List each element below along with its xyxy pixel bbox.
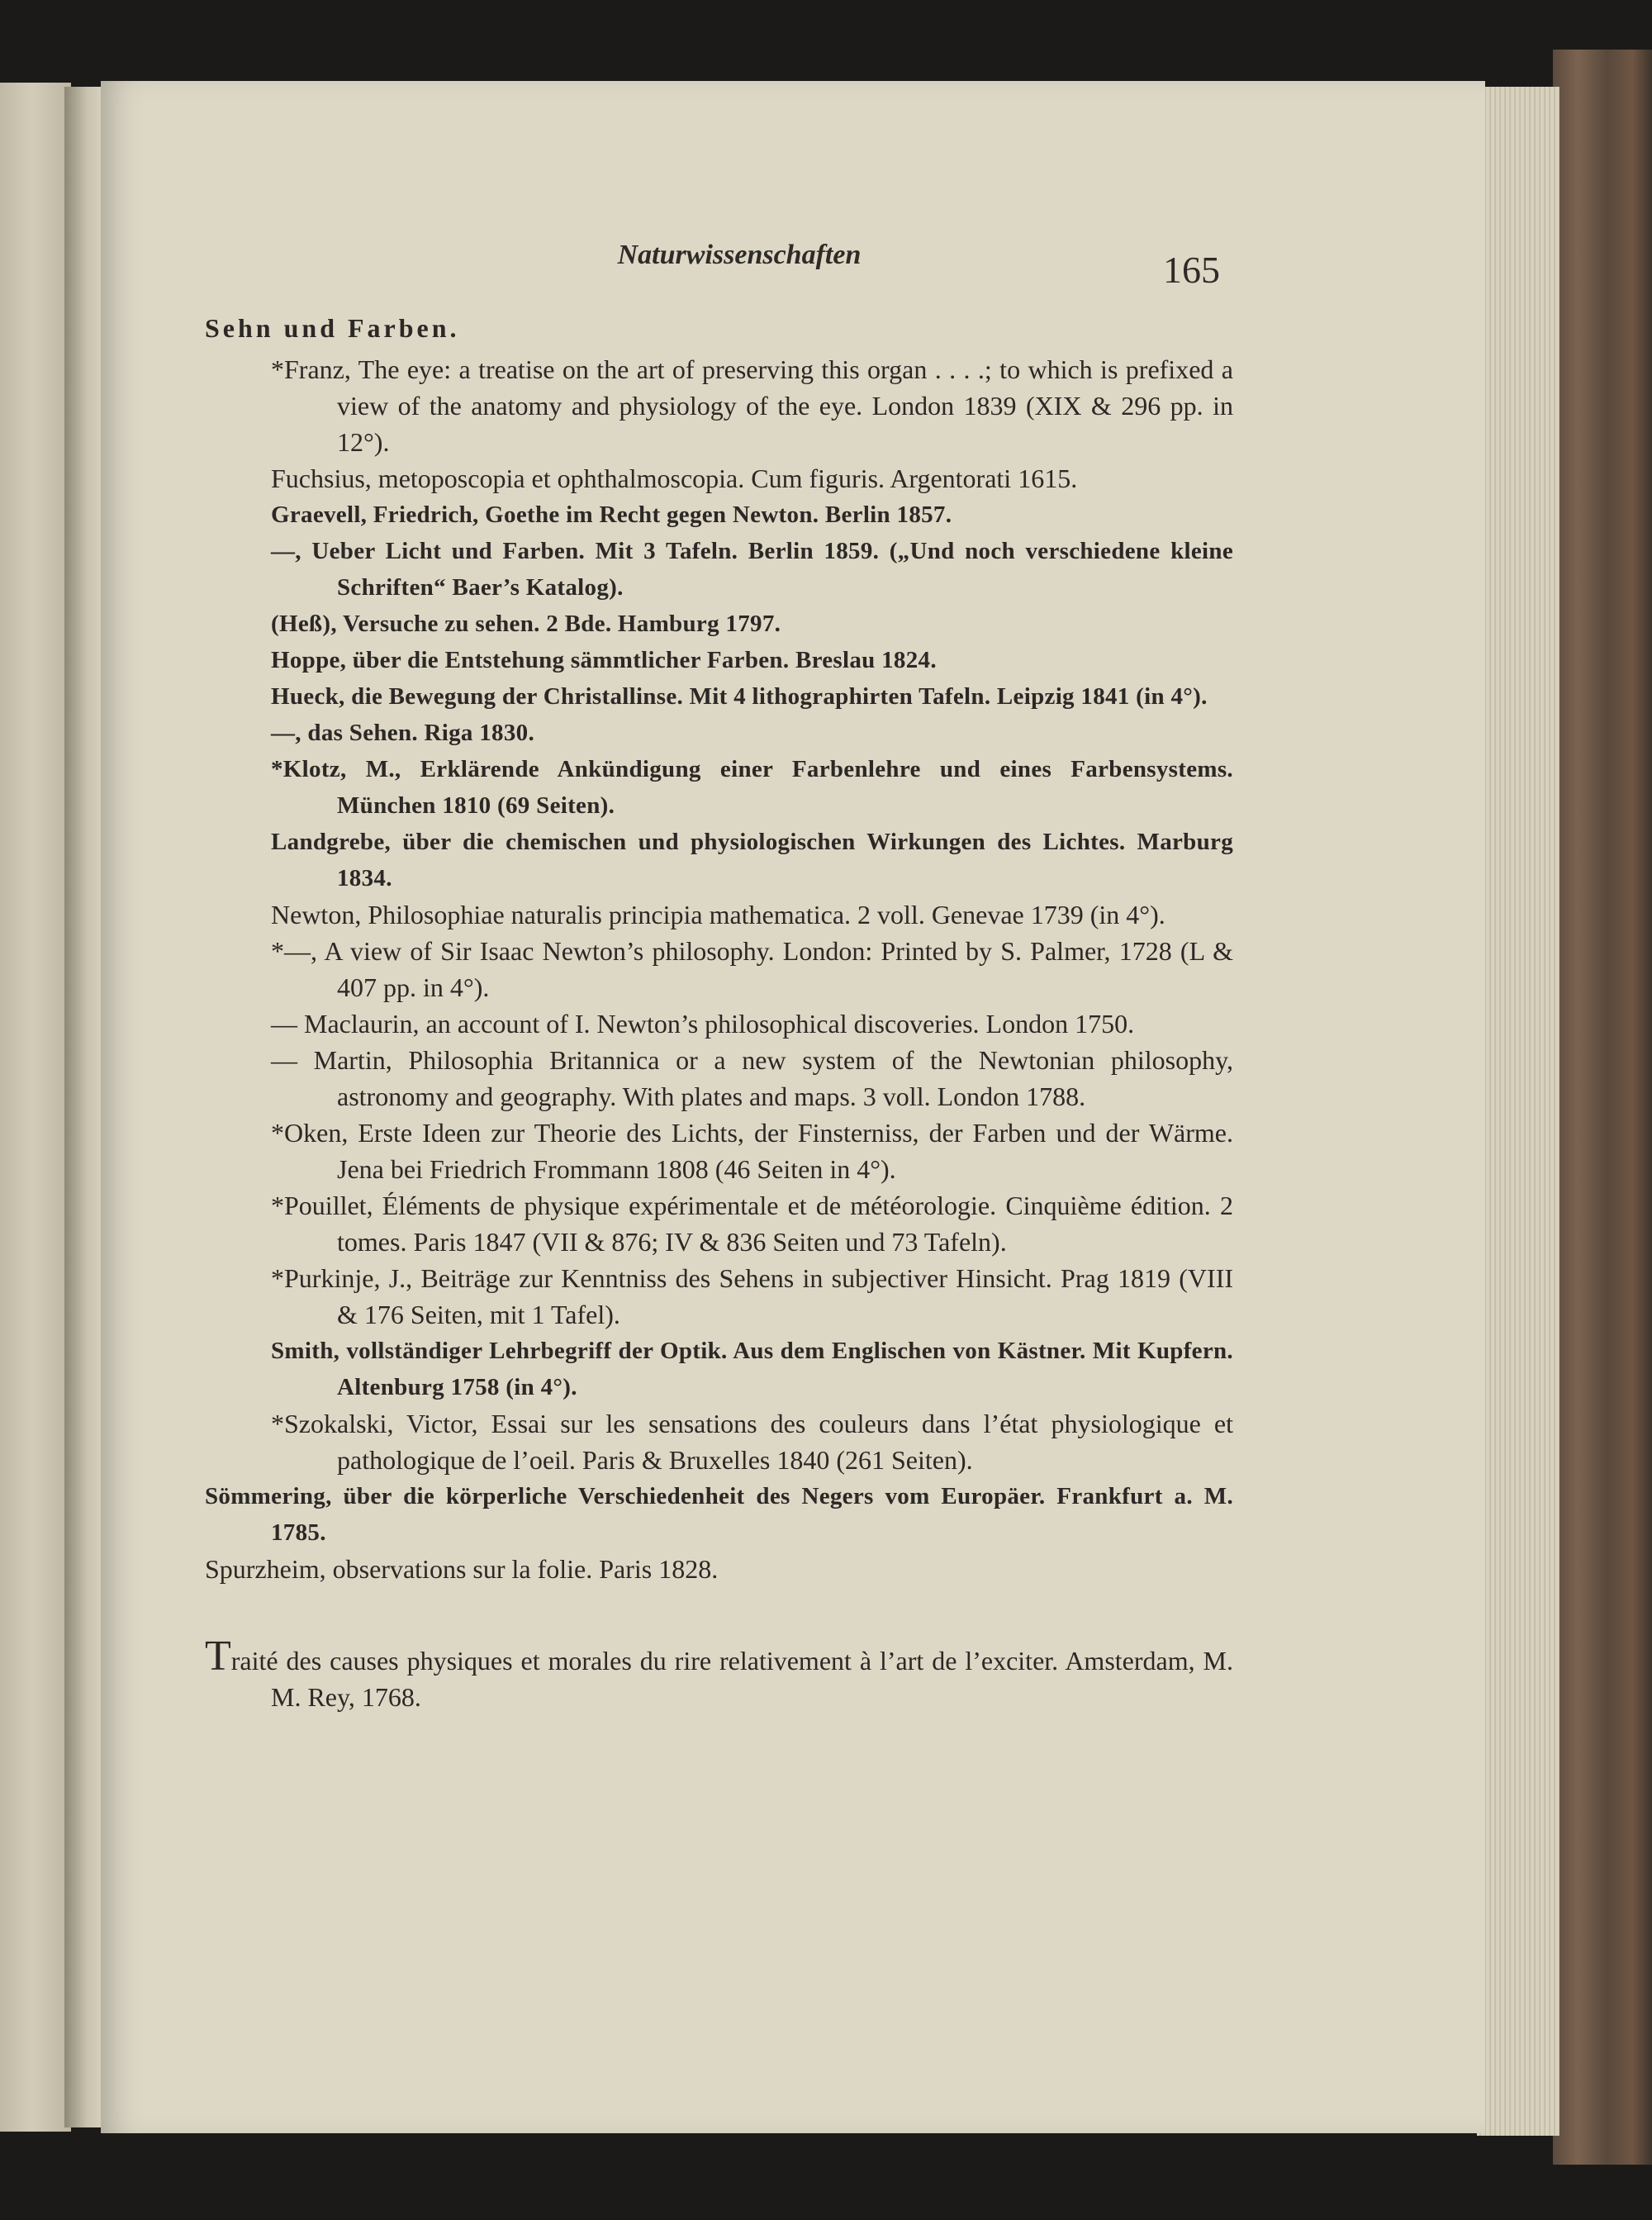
bibliography-entry: *Szokalski, Victor, Essai sur les sensations des couleurs dans l’état physiologique et pathologique de l’oeil. Paris & Bruxelles 1840 (261 Seiten). bbox=[271, 1409, 1233, 1475]
bibliography-entry: Graevell, Friedrich, Goethe im Recht gegen Newton. Berlin 1857. bbox=[271, 502, 952, 528]
drop-cap: T bbox=[205, 1633, 231, 1680]
bibliography-entry: *—, A view of Sir Isaac Newton’s philosophy. London: Printed by S. Palmer, 1728 (L & 407 pp. in 4°). bbox=[271, 936, 1233, 1002]
bibliography-content bbox=[205, 310, 1233, 1715]
left-page-edge bbox=[0, 83, 71, 2132]
page-number: 165 bbox=[1163, 249, 1220, 291]
bibliography-entry: Smith, vollständiger Lehrbegriff der Optik. Aus dem Englischen von Kästner. Mit Kupfern. Altenburg 1758 (in 4°). bbox=[271, 1338, 1233, 1400]
bibliography-entry: —, das Sehen. Riga 1830. bbox=[271, 720, 534, 746]
bibliography-entry: *Franz, The eye: a treatise on the art of preserving this organ . . . .; to which is prefixed a view of the anatomy and physiology of the eye. London 1839 (XIX & 296 pp. in 12°). bbox=[271, 354, 1233, 457]
bibliography-entry: Landgrebe, über die chemischen und physiologischen Wirkungen des Lichtes. Marburg 1834. bbox=[271, 829, 1233, 891]
marbled-cover bbox=[1553, 50, 1652, 2165]
running-header: Naturwissenschaften bbox=[617, 240, 862, 270]
bibliography-entry: Sömmering, über die körperliche Verschiedenheit des Negers vom Europäer. Frankfurt a. M. 1785. bbox=[205, 1483, 1233, 1546]
bibliography-entry: *Pouillet, Éléments de physique expérimentale et de météorologie. Cinquième édition. 2 tomes. Paris 1847 (VII & 876; IV & 836 Seiten und 73 Tafeln). bbox=[271, 1191, 1233, 1257]
bibliography-entry: Spurzheim, observations sur la folie. Paris 1828. bbox=[205, 1554, 719, 1584]
bibliography-entry: — Maclaurin, an account of I. Newton’s philosophical discoveries. London 1750. bbox=[271, 1009, 1135, 1039]
bibliography-entry: *Oken, Erste Ideen zur Theorie des Lichts, der Finsterniss, der Farben und der Wärme. Jena bei Friedrich Frommann 1808 (46 Seiten in 4°). bbox=[271, 1118, 1233, 1184]
bibliography-entry: Fuchsius, metoposcopia et ophthalmoscopia. Cum figuris. Argentorati 1615. bbox=[271, 463, 1078, 493]
page-edges bbox=[1477, 87, 1559, 2136]
final-entry-text: raité des causes physiques et morales du rire relativement à l’art de l’exciter. Amsterdam, M. M. Rey, 1768. bbox=[230, 1646, 1233, 1712]
bibliography-entry: *Klotz, M., Erklärende Ankündigung einer Farbenlehre und eines Farbensystems. München 1810 (69 Seiten). bbox=[271, 756, 1233, 819]
bibliography-entry: (Heß), Versuche zu sehen. 2 Bde. Hamburg 1797. bbox=[271, 611, 781, 637]
bibliography-entry: Hoppe, über die Entstehung sämmtlicher Farben. Breslau 1824. bbox=[271, 647, 937, 673]
book-gutter bbox=[64, 87, 106, 2127]
bibliography-entry: *Purkinje, J., Beiträge zur Kenntniss des Sehens in subjectiver Hinsicht. Prag 1819 (VIII & 176 Seiten, mit 1 Tafel). bbox=[271, 1263, 1233, 1329]
bibliography-entry: —, Ueber Licht und Farben. Mit 3 Tafeln. Berlin 1859. („Und noch verschiedene kleine Schriften“ Baer’s Katalog). bbox=[271, 538, 1233, 601]
bibliography-entry: Newton, Philosophiae naturalis principia mathematica. 2 voll. Genevae 1739 (in 4°). bbox=[271, 900, 1165, 929]
bibliography-entry: — Martin, Philosophia Britannica or a new system of the Newtonian philosophy, astronomy and geography. With plates and maps. 3 voll. London 1788. bbox=[271, 1045, 1233, 1111]
final-entry bbox=[205, 1633, 1233, 1715]
section-heading: Sehn und Farben. bbox=[205, 313, 460, 343]
bibliography-entry: Hueck, die Bewegung der Christallinse. Mit 4 lithographirten Tafeln. Leipzig 1841 (in 4°). bbox=[271, 683, 1208, 710]
